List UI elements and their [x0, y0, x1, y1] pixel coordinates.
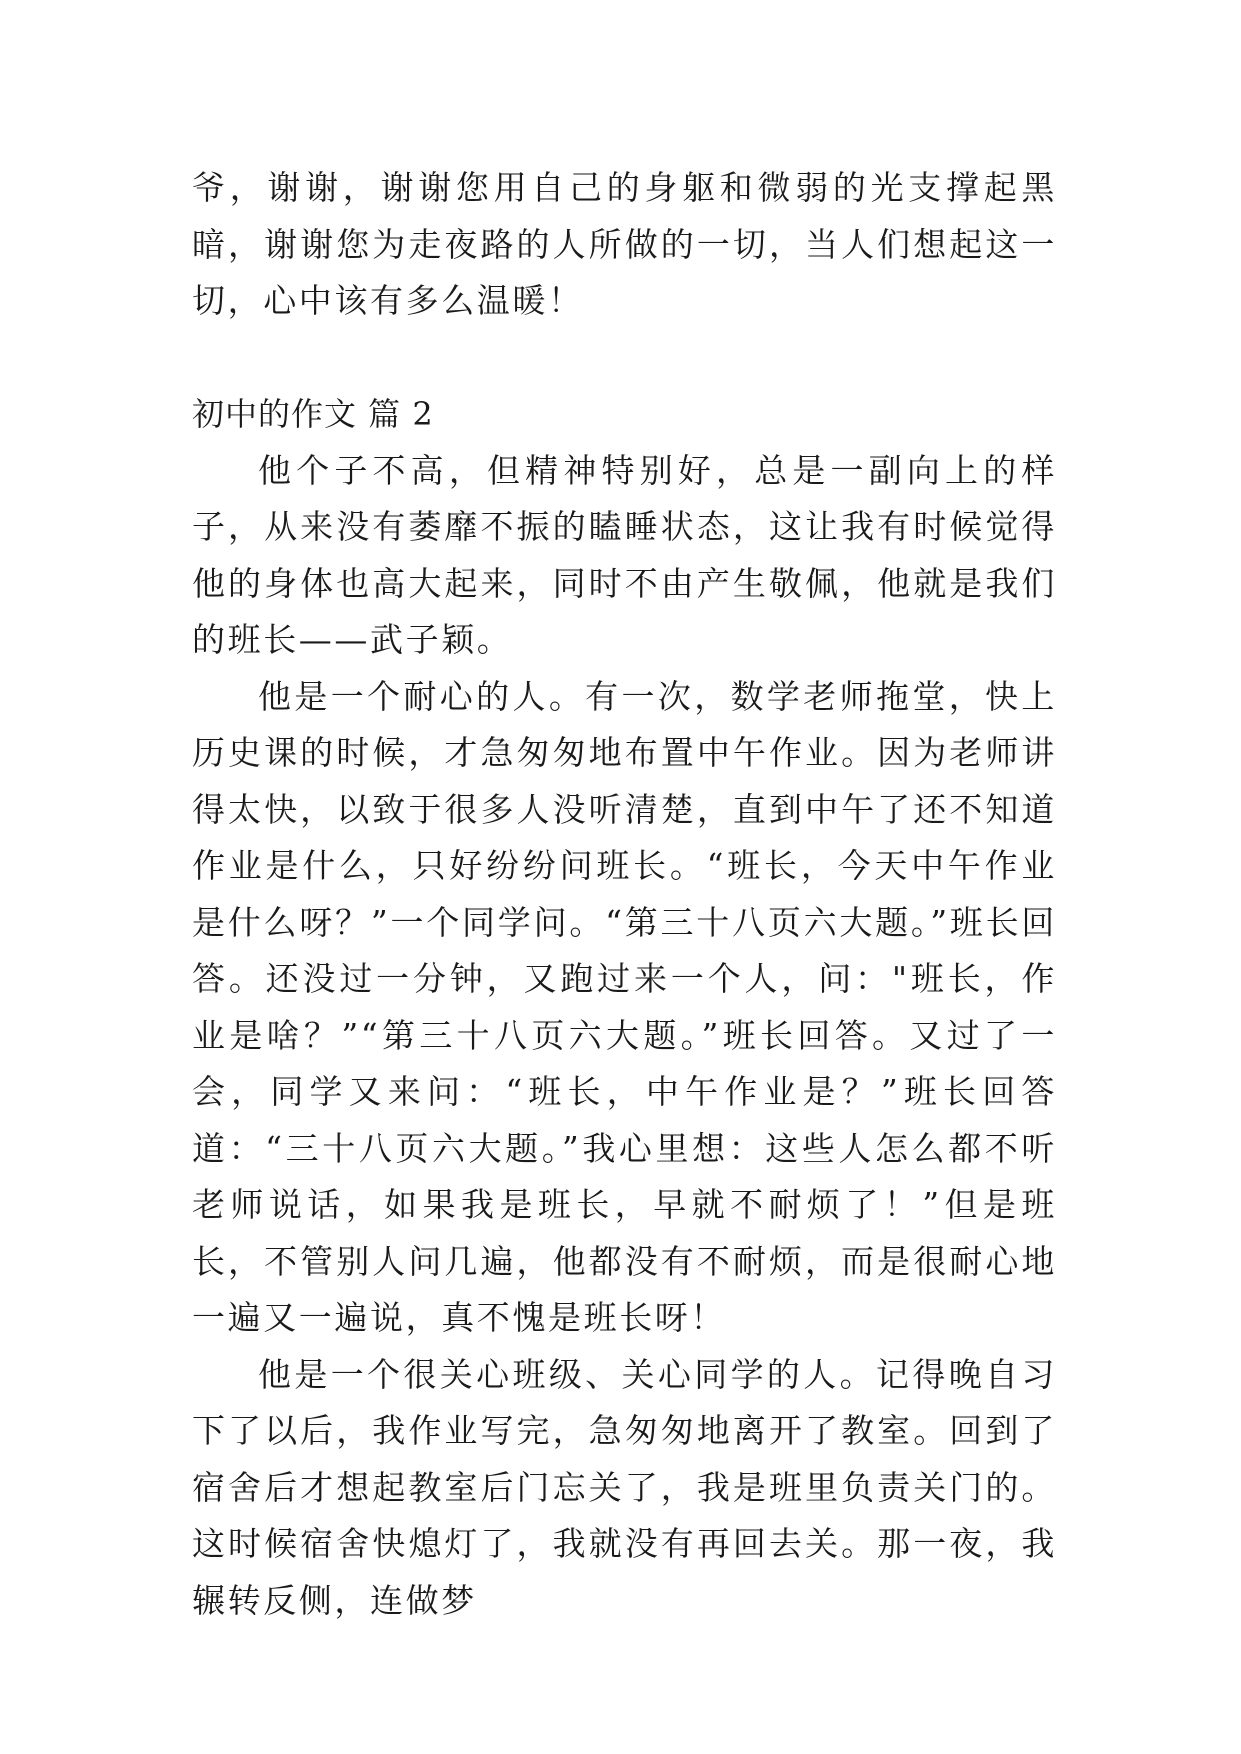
body-paragraph-3: 他是一个很关心班级、关心同学的人。记得晚自习下了以后，我作业写完，急匆匆地离开了教室。回到了宿舍后才想起教室后门忘关了，我是班里负责关门的。这时候宿舍快熄灯了，我就没有再回去关。那一夜，我辗转反侧，连做梦 [192, 1354, 1057, 1620]
document-body [192, 160, 1057, 1620]
intro-paragraph: 爷，谢谢，谢谢您用自己的身躯和微弱的光支撑起黑暗，谢谢您为走夜路的人所做的一切，当人们想起这一切，心中该有多么温暖！ [192, 168, 1057, 320]
body-paragraph-1: 他个子不高，但精神特别好，总是一副向上的样子，从来没有萎靡不振的瞌睡状态，这让我有时候觉得他的身体也高大起来，同时不由产生敬佩，他就是我们的班长——武子颖。 [192, 450, 1057, 659]
section-heading: 初中的作文 篇 2 [192, 395, 434, 433]
body-paragraph-2: 他是一个耐心的人。有一次，数学老师拖堂，快上历史课的时候，才急匆匆地布置中午作业。因为老师讲得太快，以致于很多人没听清楚，直到中午了还不知道作业是什么，只好纷纷问班长。“班长，今天中午作业是什么呀？”一个同学问。“第三十八页六大题。”班长回答。还没过一分钟，又跑过来一个人，问："班长，作业是啥？”“第三十八页六大题。”班长回答。又过了一会，同学又来问：“班长，中午作业是？”班长回答道：“三十八页六大题。”我心里想：这些人怎么都不听老师说话，如果我是班长，早就不耐烦了！”但是班长，不管别人问几遍，他都没有不耐烦，而是很耐心地一遍又一遍说，真不愧是班长呀！ [192, 676, 1057, 1337]
